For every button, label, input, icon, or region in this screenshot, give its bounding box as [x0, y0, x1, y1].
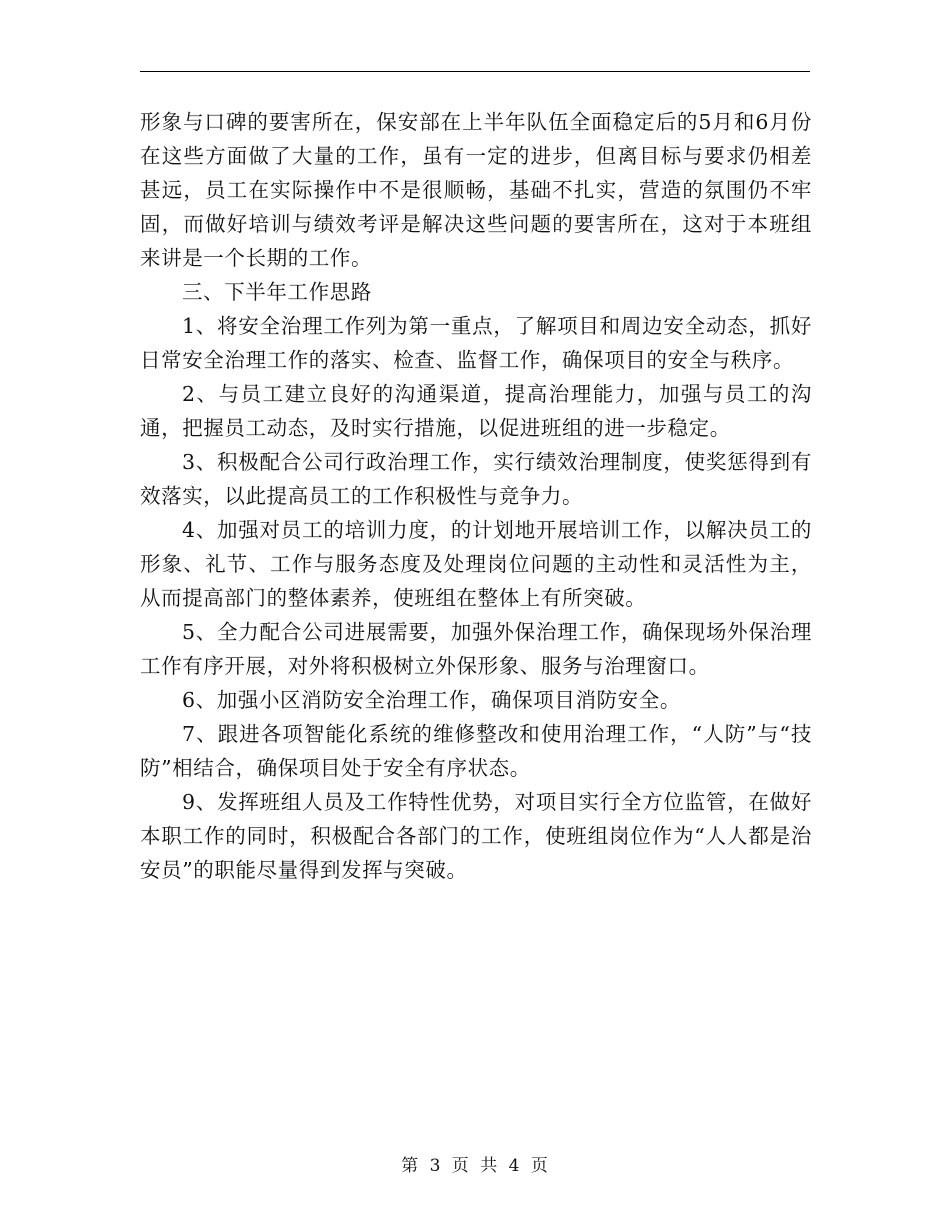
list-item: 3、积极配合公司行政治理工作，实行绩效治理制度，使奖惩得到有效落实，以此提高员工的工作积极性与竞争力。: [140, 450, 812, 508]
footer-label-gong: 共: [480, 1156, 499, 1176]
footer-label-di: 第: [401, 1156, 420, 1176]
list-item: 4、加强对员工的培训力度，的计划地开展培训工作，以解决员工的形象、礼节、工作与服务态度及处理岗位问题的主动性和灵活性为主，从而提高部门的整体素养，使班组在整体上有所突破。: [140, 518, 812, 610]
list-item: 7、跟进各项智能化系统的维修整改和使用治理工作，“人防”与“技防”相结合，确保项目处于安全有序状态。: [140, 722, 812, 780]
page-footer: [0, 1154, 950, 1178]
footer-current-page: 3: [429, 1156, 442, 1176]
list-item: 1、将安全治理工作列为第一重点，了解项目和周边安全动态，抓好日常安全治理工作的落实、检查、监督工作，确保项目的安全与秩序。: [140, 314, 812, 372]
list-item: 5、全力配合公司进展需要，加强外保治理工作，确保现场外保治理工作有序开展，对外将积极树立外保形象、服务与治理窗口。: [140, 620, 812, 678]
paragraph-continuation: 形象与口碑的要害所在，保安部在上半年队伍全面稳定后的5月和6月份在这些方面做了大量的工作，虽有一定的进步，但离目标与要求仍相差甚远，员工在实际操作中不是很顺畅，基础不扎实，营造的氛围仍不牢固，而做好培训与绩效考评是解决这些问题的要害所在，这对于本班组来讲是一个长期的工作。: [140, 110, 812, 270]
footer-label-ye: 页: [451, 1156, 470, 1176]
footer-total-pages: 4: [508, 1156, 521, 1176]
footer-label-ye2: 页: [530, 1156, 549, 1176]
section-heading: 三、下半年工作思路: [182, 280, 372, 304]
header-rule: [140, 71, 810, 72]
list-item: 6、加强小区消防安全治理工作，确保项目消防安全。: [182, 688, 681, 712]
document-body: [140, 105, 812, 887]
list-item: 9、发挥班组人员及工作特性优势，对项目实行全方位监管，在做好本职工作的同时，积极配合各部门的工作，使班组岗位作为“人人都是治安员”的职能尽量得到发挥与突破。: [140, 790, 812, 882]
list-item: 2、与员工建立良好的沟通渠道，提高治理能力，加强与员工的沟通，把握员工动态，及时实行措施，以促进班组的进一步稳定。: [140, 382, 812, 440]
